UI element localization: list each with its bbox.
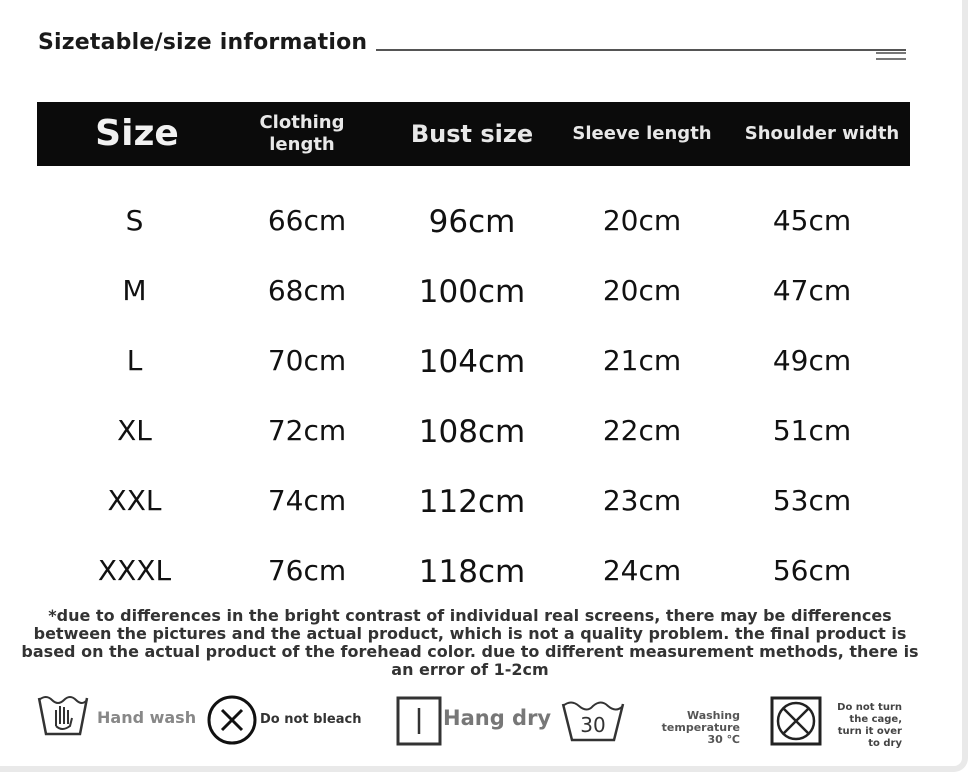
bust-cell: 108cm [418,414,526,450]
shoulder-cell: 56cm [772,554,852,587]
bust-cell: 100cm [418,274,526,310]
size-cell: S [125,204,144,237]
bust-cell: 118cm [418,554,526,590]
care-instructions [0,690,974,750]
shoulder-cell: 49cm [772,344,852,377]
header [38,30,908,70]
shoulder-cell: 45cm [772,204,852,237]
disclaimer-note: *due to differences in the bright contrast of individual real screens, there may be differences between the pictures and the actual product, which is not a quality problem. the final product is based on the actual product of the forehead color. due to different measurement methods, there is an error of 1-2cm [21,606,919,679]
size-cell: L [126,344,143,377]
care-wash-temp [560,690,750,750]
sleeve-cell: 23cm [602,484,682,517]
length-cell: 68cm [267,274,347,307]
bust-cell: 96cm [428,204,516,240]
wash-temp-number: 30 [580,713,606,737]
table-row [37,260,910,330]
hang-dry-icon [396,696,442,746]
header-size: Size [95,113,179,154]
sleeve-cell: 20cm [602,204,682,237]
table-row [37,190,910,260]
care-no-tumble [770,690,920,750]
hang-dry-label: Hang dry [443,706,552,730]
size-cell: XXL [107,484,162,517]
menu-lines-icon [876,52,906,66]
size-cell: M [122,274,147,307]
table-row [37,540,910,610]
table-header [37,102,910,166]
length-cell: 70cm [267,344,347,377]
care-hand-wash [36,690,196,750]
length-cell: 66cm [267,204,347,237]
header-bust-size: Bust size [410,120,534,148]
shoulder-cell: 53cm [772,484,852,517]
shoulder-cell: 51cm [772,414,852,447]
page-title: Sizetable/size information [38,30,368,55]
bust-cell: 112cm [418,484,526,520]
header-sleeve-length: Sleeve length [572,123,712,144]
size-table-body [37,190,910,610]
table-row [37,470,910,540]
no-bleach-icon [206,694,258,746]
wash-tub-icon [560,696,626,744]
length-cell: 74cm [267,484,347,517]
sleeve-cell: 20cm [602,274,682,307]
sleeve-cell: 22cm [602,414,682,447]
length-cell: 72cm [267,414,347,447]
table-row [37,330,910,400]
no-tumble-dry-icon [770,696,822,746]
hand-wash-label: Hand wash [97,708,197,727]
no-tumble-label: Do not turn the cage, turn it over to dry [837,702,902,749]
header-shoulder-width: Shoulder width [744,123,900,144]
header-clothing-length: Clothing length [259,112,345,155]
table-row [37,400,910,470]
care-no-bleach [206,690,366,750]
sleeve-cell: 24cm [602,554,682,587]
hand-wash-icon [36,690,90,738]
sleeve-cell: 21cm [602,344,682,377]
title-divider [376,49,906,51]
no-bleach-label: Do not bleach [260,712,362,727]
size-cell: XXXL [97,554,172,587]
care-hang-dry [396,690,556,750]
length-cell: 76cm [267,554,347,587]
wash-temp-label: Washing temperature 30 ℃ [661,709,740,746]
shoulder-cell: 47cm [772,274,852,307]
size-cell: XL [117,414,152,447]
bust-cell: 104cm [418,344,526,380]
